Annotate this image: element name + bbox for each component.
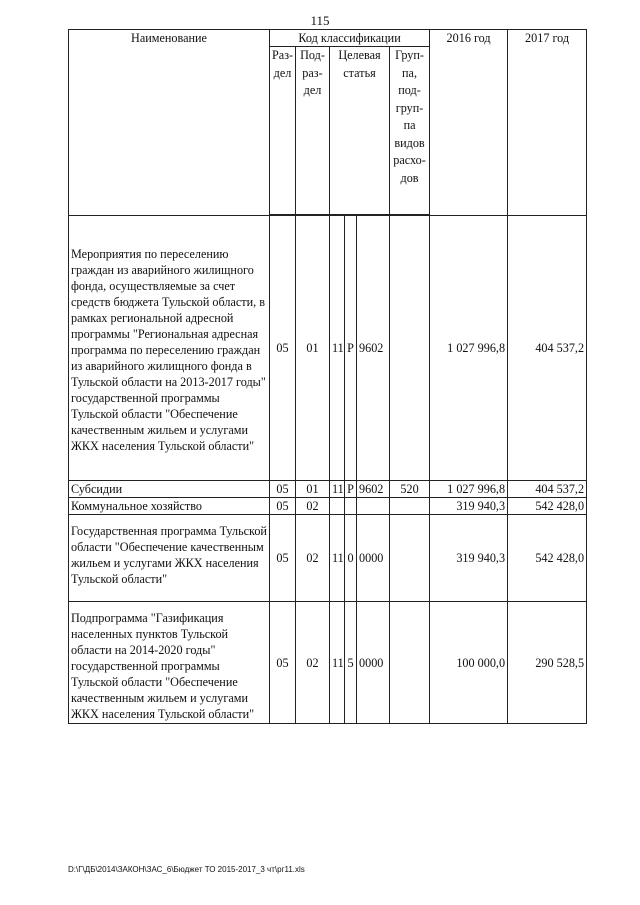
cell-ts3: 9602 [357, 481, 390, 498]
cell-gruppa [390, 602, 430, 724]
cell-2016: 319 940,3 [430, 498, 508, 515]
table-row [69, 481, 587, 498]
row-name: Субсидии [69, 481, 270, 498]
budget-table [68, 29, 587, 724]
cell-gruppa: 520 [390, 481, 430, 498]
header-podrazdel: Под- раз- дел [296, 47, 330, 215]
cell-ts1 [330, 498, 345, 515]
cell-podrazdel: 02 [296, 602, 330, 724]
cell-gruppa [390, 515, 430, 602]
cell-razdel: 05 [270, 216, 296, 481]
header-year-2017: 2017 год [508, 30, 587, 216]
cell-razdel: 05 [270, 602, 296, 724]
table-row [69, 498, 587, 515]
cell-ts3: 0000 [357, 602, 390, 724]
cell-podrazdel: 02 [296, 515, 330, 602]
header-tselevaya: Целевая статья [330, 47, 390, 215]
table-row [69, 515, 587, 602]
cell-2017: 542 428,0 [508, 515, 587, 602]
table-row [69, 216, 587, 481]
cell-2016: 1 027 996,8 [430, 216, 508, 481]
header-row [69, 30, 587, 47]
cell-2016: 1 027 996,8 [430, 481, 508, 498]
cell-2017: 542 428,0 [508, 498, 587, 515]
page-number: 115 [310, 13, 330, 28]
cell-ts3 [357, 498, 390, 515]
header-name: Наименование [69, 30, 270, 216]
cell-2017: 290 528,5 [508, 602, 587, 724]
cell-gruppa [390, 216, 430, 481]
row-name: Подпрограмма "Газификация населенных пунктов Тульской области на 2014-2020 годы" государственной программы Тульской области "Обеспечение качественным жильем и услугами ЖКХ населения Тульской области" [69, 602, 270, 724]
header-gruppa: Груп- па, под- груп- па видов расхо- дов [390, 47, 430, 215]
cell-ts2: 0 [345, 515, 357, 602]
cell-podrazdel: 02 [296, 498, 330, 515]
table-row [69, 602, 587, 724]
header-razdel: Раз- дел [270, 47, 296, 215]
cell-razdel: 05 [270, 515, 296, 602]
cell-ts1: 11 [330, 515, 345, 602]
cell-ts2 [345, 498, 357, 515]
cell-2017: 404 537,2 [508, 481, 587, 498]
cell-ts1: 11 [330, 602, 345, 724]
cell-podrazdel: 01 [296, 216, 330, 481]
row-name: Государственная программа Тульской области "Обеспечение качественным жильем и услугами ЖКХ населения Тульской области" [69, 515, 270, 602]
header-code: Код классификации [270, 30, 430, 47]
row-name: Коммунальное хозяйство [69, 498, 270, 515]
cell-ts1: 11 [330, 481, 345, 498]
cell-2016: 319 940,3 [430, 515, 508, 602]
cell-2016: 100 000,0 [430, 602, 508, 724]
cell-razdel: 05 [270, 498, 296, 515]
file-path-footer: D:\Г\ДБ\2014\ЗАКОН\ЗАС_6\Бюджет ТО 2015-2017_3 чт\рг11.xls [68, 865, 305, 874]
cell-podrazdel: 01 [296, 481, 330, 498]
cell-ts1: 11 [330, 216, 345, 481]
cell-razdel: 05 [270, 481, 296, 498]
row-name: Мероприятия по переселению граждан из аварийного жилищного фонда, осуществляемые за счет средств бюджета Тульской области, в рамках региональной адресной программы "Региональная адресная программа по переселению граждан из аварийного жилищного фонда в Тульской области на 2013-2017 годы" государственной программы Тульской области "Обеспечение качественным жильем и услугами ЖКХ населения Тульской области" [69, 216, 270, 481]
cell-ts3: 9602 [357, 216, 390, 481]
cell-2017: 404 537,2 [508, 216, 587, 481]
cell-ts3: 0000 [357, 515, 390, 602]
cell-ts2: 5 [345, 602, 357, 724]
cell-gruppa [390, 498, 430, 515]
cell-ts2: Р [345, 216, 357, 481]
cell-ts2: Р [345, 481, 357, 498]
header-year-2016: 2016 год [430, 30, 508, 216]
